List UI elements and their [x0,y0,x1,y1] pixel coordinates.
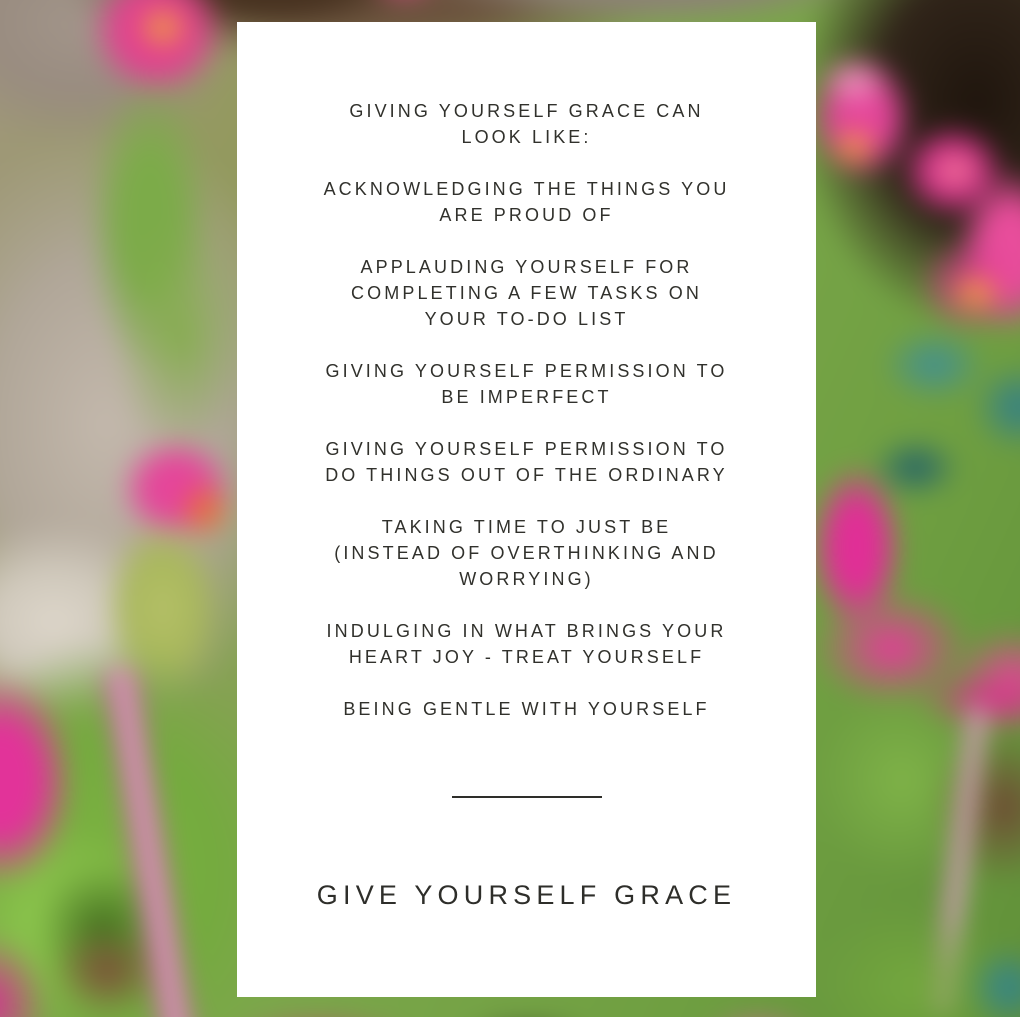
grace-item-line: BEING GENTLE WITH YOURSELF [343,699,710,719]
bg-teal-patch-1 [881,328,987,402]
grace-item-line: TAKING TIME TO JUST BE [381,517,672,537]
bg-flower-right-1-highlight [817,54,891,107]
grace-item-indulging [237,618,816,670]
grace-item-line: WORRYING) [459,569,594,589]
grace-item-line: INDULGING IN WHAT BRINGS YOUR [326,621,727,641]
bg-flower-right-4-center [947,269,1005,317]
grace-item-line: (INSTEAD OF OVERTHINKING AND [334,543,719,563]
grace-item-line: DO THINGS OUT OF THE ORDINARY [325,465,728,485]
grace-item-line: BE IMPERFECT [441,387,612,407]
bg-flower-right-1-center [828,123,881,171]
grace-item-imperfect [237,358,816,410]
page-title: GIVE YOURSELF GRACE [316,880,737,910]
grace-item-gentle [237,696,816,722]
bg-green-midleft [113,213,251,457]
grace-item-line: ARE PROUD OF [439,205,614,225]
grace-item-line: GIVING YOURSELF PERMISSION TO [325,439,728,459]
grace-item-applauding [237,254,816,332]
grace-item-acknowledging [237,176,816,228]
grace-item-line: COMPLETING A FEW TASKS ON [351,283,702,303]
quote-card [237,22,816,997]
quote-card-content [237,22,816,912]
grace-item-taking-time [237,514,816,592]
grace-item-line: GIVING YOURSELF PERMISSION TO [325,361,728,381]
grace-item-line: YOUR TO-DO LIST [424,309,629,329]
grace-item-ordinary [237,436,816,488]
grace-item-line: ACKNOWLEDGING THE THINGS YOU [323,179,730,199]
grace-heading-line: LOOK LIKE: [461,127,592,147]
grace-heading [237,98,816,150]
divider-line [452,796,602,798]
grace-heading-line: GIVING YOURSELF GRACE CAN [349,101,704,121]
grace-item-line: APPLAUDING YOURSELF FOR [360,257,693,277]
bg-flower-topleft-center [134,1,192,54]
grace-item-line: HEART JOY - TREAT YOURSELF [348,647,705,667]
